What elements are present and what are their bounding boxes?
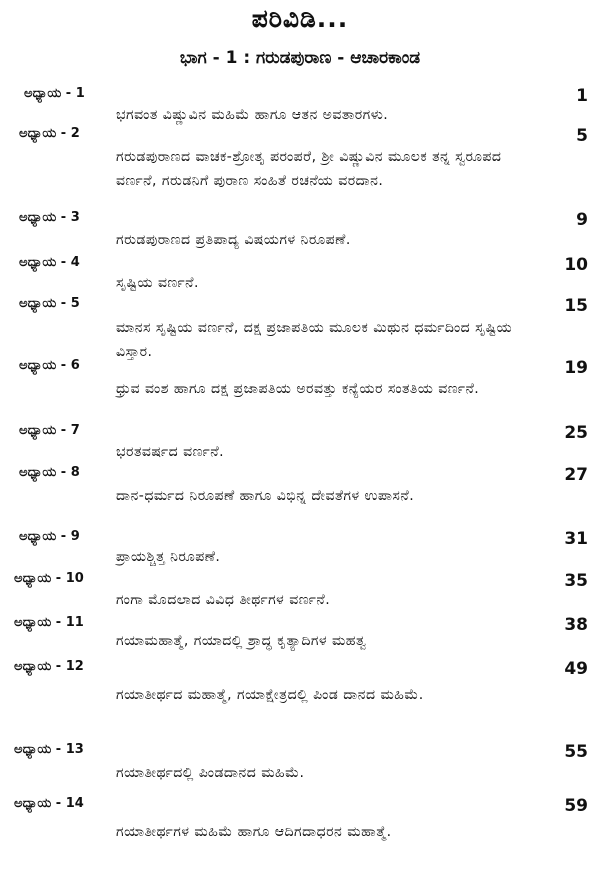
chapter-label: ಅಧ್ಯಾಯ - 14 (14, 796, 84, 811)
chapter-label: ಅಧ್ಯಾಯ - 1 (24, 86, 85, 101)
chapter-description: ಗಂಗಾ ಮೊದಲಾದ ವಿವಿಧ ತೀರ್ಥಗಳ ವರ್ಣನೆ. (116, 592, 331, 608)
page-number: 5 (576, 126, 588, 146)
chapter-description: ಸೃಷ್ಟಿಯ ವರ್ಣನೆ. (116, 275, 199, 291)
page-number: 55 (564, 742, 588, 762)
chapter-description: ಗಯಾತೀರ್ಥಗಳ ಮಹಿಮೆ ಹಾಗೂ ಆದಿಗದಾಧರನ ಮಹಾತ್ಮೆ. (116, 824, 392, 840)
page-number: 19 (564, 358, 588, 378)
chapter-description: ದಾನ-ಧರ್ಮದ ನಿರೂಪಣೆ ಹಾಗೂ ವಿಭಿನ್ನ ದೇವತೆಗಳ ಉಪಾಸನೆ. (116, 488, 415, 504)
page-number: 15 (564, 296, 588, 316)
page-number: 31 (564, 529, 588, 549)
chapter-description: ಗಯಾಮಹಾತ್ಮೆ, ಗಯಾದಲ್ಲಿ ಶ್ರಾದ್ಧ ಕೃತ್ಯಾದಿಗಳ ಮಹತ್ವ (116, 633, 367, 649)
page-number: 35 (564, 571, 588, 591)
chapter-label: ಅಧ್ಯಾಯ - 10 (14, 571, 84, 586)
chapter-label: ಅಧ್ಯಾಯ - 6 (19, 358, 80, 373)
page-number: 38 (564, 615, 588, 635)
chapter-description: ಗರುಡಪುರಾಣದ ಪ್ರತಿಪಾದ್ಯ ವಿಷಯಗಳ ನಿರೂಪಣೆ. (116, 232, 351, 248)
chapter-description: ಪ್ರಾಯಶ್ಚಿತ್ತ ನಿರೂಪಣೆ. (116, 549, 221, 565)
chapter-description: ಗಯಾತೀರ್ಥದಲ್ಲಿ ಪಿಂಡದಾನದ ಮಹಿಮೆ. (116, 765, 305, 781)
chapter-description: ಭರತವರ್ಷದ ವರ್ಣನೆ. (116, 444, 225, 460)
chapter-description: ಭಗವಂತ ವಿಷ್ಣುವಿನ ಮಹಿಮೆ ಹಾಗೂ ಆತನ ಅವತಾರಗಳು. (116, 107, 389, 123)
chapter-description: ಗಯಾತೀರ್ಥದ ಮಹಾತ್ಮೆ, ಗಯಾಕ್ಷೇತ್ರದಲ್ಲಿ ಪಿಂಡ ದಾನದ ಮಹಿಮೆ. (116, 687, 424, 703)
chapter-description: ಮಾನಸ ಸೃಷ್ಟಿಯ ವರ್ಣನೆ, ದಕ್ಷ ಪ್ರಜಾಪತಿಯ ಮೂಲಕ ಮಿಥುನ ಧರ್ಮದಿಂದ ಸೃಷ್ಟಿಯ ವಿಸ್ತಾರ. (116, 320, 513, 360)
chapter-label: ಅಧ್ಯಾಯ - 4 (19, 255, 80, 270)
page-number: 49 (564, 659, 588, 679)
chapter-label: ಅಧ್ಯಾಯ - 7 (19, 423, 80, 438)
chapter-description: ಧ್ರುವ ವಂಶ ಹಾಗೂ ದಕ್ಷ ಪ್ರಜಾಪತಿಯ ಅರವತ್ತು ಕನ್ಯೆಯರ ಸಂತತಿಯ ವರ್ಣನೆ. (116, 381, 480, 397)
chapter-label: ಅಧ್ಯಾಯ - 11 (14, 615, 84, 630)
chapter-label: ಅಧ್ಯಾಯ - 9 (19, 529, 80, 544)
chapter-label: ಅಧ್ಯಾಯ - 12 (14, 659, 84, 674)
chapter-label: ಅಧ್ಯಾಯ - 2 (19, 126, 80, 141)
page-number: 9 (576, 210, 588, 230)
page-title: ಪರಿವಿಡಿ... (251, 4, 349, 33)
page-number: 1 (576, 86, 588, 106)
chapter-label: ಅಧ್ಯಾಯ - 5 (19, 296, 80, 311)
chapter-label: ಅಧ್ಯಾಯ - 8 (19, 465, 80, 480)
page-number: 59 (564, 796, 588, 816)
chapter-label: ಅಧ್ಯಾಯ - 13 (14, 742, 84, 757)
part-heading: ಭಾಗ - 1 : ಗರುಡಪುರಾಣ - ಆಚಾರಕಾಂಡ (179, 48, 421, 68)
page-number: 10 (564, 255, 588, 275)
page-number: 27 (564, 465, 588, 485)
chapter-label: ಅಧ್ಯಾಯ - 3 (19, 210, 80, 225)
chapter-description: ಗರುಡಪುರಾಣದ ವಾಚಕ-ಶ್ರೋತೃ ಪರಂಪರೆ, ಶ್ರೀ ವಿಷ್ಣುವಿನ ಮೂಲಕ ತನ್ನ ಸ್ವರೂಪದ ವರ್ಣನೆ, ಗರುಡನಿಗೆ ಪುರಾಣ ಸಂಹಿತೆ ರಚನೆಯ ವರದಾನ. (116, 149, 502, 189)
page-number: 25 (564, 423, 588, 443)
